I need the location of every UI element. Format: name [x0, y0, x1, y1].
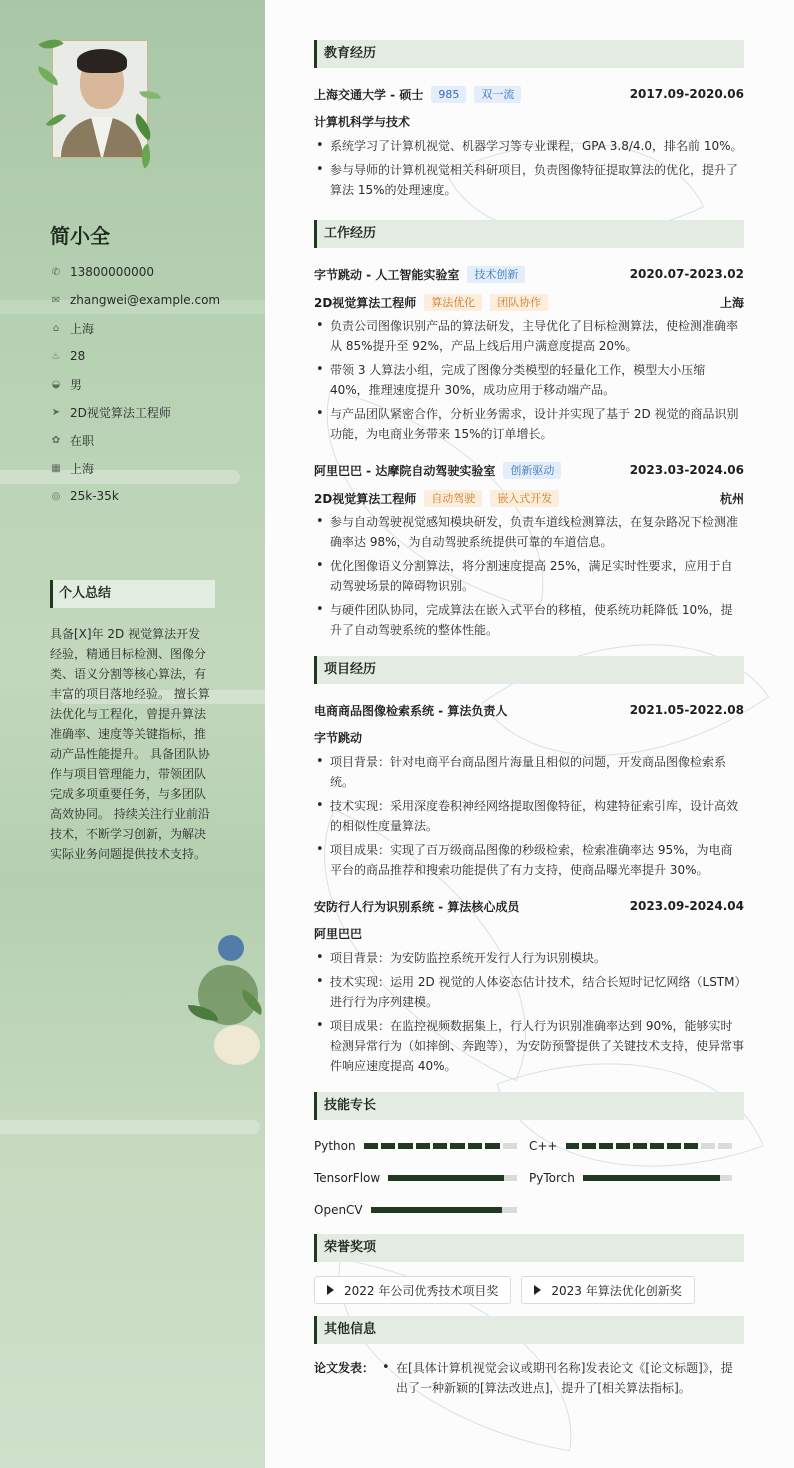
education-bullets [314, 136, 744, 200]
mail-icon: ✉ [51, 294, 61, 306]
profile-name: 简小全 [50, 224, 110, 248]
project-entry [314, 892, 744, 1076]
profile-photo [40, 30, 160, 190]
info-item [50, 258, 250, 286]
info-item [50, 314, 250, 342]
skill-level-segment [468, 1143, 482, 1149]
education-section [314, 40, 744, 200]
skill-level-segment [566, 1143, 580, 1149]
list-item: • 在[具体计算机视觉会议或期刊名称]发表论文《[论文标题]》，提出了一种新颖的[算法改进点]，提升了[相关算法指标]。 [380, 1358, 744, 1398]
list-item: • 项目背景：为安防监控系统开发行人行为识别模块。 [314, 948, 744, 968]
status-icon: ✿ [51, 434, 61, 446]
role-tag: 自动驾驶 [424, 490, 482, 507]
list-item: • 项目成果：实现了百万级商品图像的秒级检索，检索准确率达 95%，为电商平台的商品推荐和搜索功能提供了有力支持，使商品曝光率提升 30%。 [314, 840, 744, 880]
job-date: 2023.03-2024.06 [629, 463, 744, 477]
main-content [265, 0, 794, 1468]
skill-level-segment [718, 1143, 732, 1149]
job-entry [314, 260, 744, 444]
info-item [50, 426, 250, 454]
job-entry [314, 456, 744, 640]
list-item: • 技术实现：采用深度卷积神经网络提取图像特征，构建特征索引库，设计高效的相似性度量算法。 [314, 796, 744, 836]
company-tag: 创新驱动 [503, 462, 561, 479]
project-name: 安防行人行为识别系统 - 算法核心成员 [314, 899, 520, 914]
skill-level-bar [388, 1175, 517, 1181]
play-icon [534, 1285, 541, 1295]
skill-level-segment [616, 1143, 630, 1149]
avatar [52, 40, 148, 158]
job-city: 杭州 [719, 491, 744, 506]
education-title: 教育经历 [314, 40, 744, 68]
award-item [314, 1276, 511, 1304]
school-name: 上海交通大学 - 硕士 [314, 87, 424, 102]
honors-section [314, 1234, 744, 1316]
work-title: 工作经历 [314, 220, 744, 248]
info-item [50, 286, 250, 314]
gender-icon: ◒ [51, 378, 61, 390]
skill-level-segment [633, 1143, 647, 1149]
info-text: 2D视觉算法工程师 [70, 405, 171, 420]
list-item: • 技术实现：运用 2D 视觉的人体姿态估计技术，结合长短时记忆网络（LSTM）进行行为序列建模。 [314, 972, 744, 1012]
skill-name: OpenCV [314, 1203, 363, 1217]
job-bullets [314, 316, 744, 444]
skill-level-segment [416, 1143, 430, 1149]
contact-info-list [50, 258, 250, 510]
skill-name: PyTorch [529, 1171, 575, 1185]
background-streak [0, 1120, 260, 1134]
role-tag: 团队协作 [490, 294, 548, 311]
school-tag: 985 [431, 86, 466, 103]
projects-section [314, 656, 744, 1076]
skill-item [529, 1130, 744, 1162]
skills-section [314, 1092, 744, 1226]
flower-decoration [178, 925, 265, 1085]
list-item: • 系统学习了计算机视觉、机器学习等专业课程，GPA 3.8/4.0，排名前 10%。 [314, 136, 744, 156]
skill-item [314, 1162, 529, 1194]
honors-title: 荣誉奖项 [314, 1234, 744, 1262]
skill-level-segment [433, 1143, 447, 1149]
resume-body [314, 40, 744, 1402]
skill-level-segment [503, 1143, 517, 1149]
major: 计算机科学与技术 [314, 115, 411, 129]
job-date: 2020.07-2023.02 [629, 267, 744, 281]
company-name: 阿里巴巴 - 达摩院自动驾驶实验室 [314, 463, 496, 478]
sidebar [0, 0, 265, 1468]
summary-text: 具备[X]年 2D 视觉算法开发经验，精通目标检测、图像分类、语义分割等核心算法，有丰富的项目落地经验。 擅长算法优化与工程化，曾提升算法准确率、速度等关键指标，推动产品性能提升。 具备团队协作与项目管理能力，带领团队完成多项重要任务，与多团队高效协同。 持续关注行业前沿技术，不断学习创新，为解决实际业务问题提供技术支持。 [50, 627, 210, 861]
skill-level-segment [684, 1143, 698, 1149]
list-item: • 参与自动驾驶视觉感知模块研发，负责车道线检测算法，在复杂路况下检测准确率达 98%，为自动驾驶系统提供可靠的车道信息。 [314, 512, 744, 552]
skill-level-fill [388, 1175, 504, 1181]
home-icon: ⌂ [52, 322, 60, 334]
skill-name: Python [314, 1139, 356, 1153]
project-org: 字节跳动 [314, 731, 363, 745]
skill-level-bar [566, 1143, 733, 1149]
skills-list [314, 1130, 744, 1226]
info-item [50, 482, 250, 510]
project-bullets [314, 948, 744, 1076]
skill-level-segment [582, 1143, 596, 1149]
salary-icon: ◎ [51, 490, 61, 502]
skill-level-fill [371, 1207, 503, 1213]
education-date: 2017.09-2020.06 [629, 87, 744, 101]
info-text: 在职 [70, 433, 95, 448]
other-title: 其他信息 [314, 1316, 744, 1344]
award-item [521, 1276, 694, 1304]
skill-level-bar [364, 1143, 517, 1149]
skill-level-bar [371, 1207, 517, 1213]
info-item [50, 454, 250, 482]
skill-level-segment [450, 1143, 464, 1149]
summary-title: 个人总结 [50, 580, 215, 608]
role-tag: 算法优化 [424, 294, 482, 311]
info-text: 上海 [70, 321, 95, 336]
list-item: • 参与导师的计算机视觉相关科研项目，负责图像特征提取算法的优化，提升了算法 15%的处理速度。 [314, 160, 744, 200]
list-item: • 优化图像语义分割算法，将分割速度提高 25%，满足实时性要求，应用于自动驾驶场景的障碍物识别。 [314, 556, 744, 596]
info-text: 13800000000 [70, 265, 154, 279]
role-tag: 嵌入式开发 [490, 490, 559, 507]
job-bullets [314, 512, 744, 640]
play-icon [327, 1285, 334, 1295]
info-item [50, 398, 250, 426]
skill-item [529, 1162, 744, 1194]
skill-item [314, 1194, 529, 1226]
other-section [314, 1316, 744, 1402]
company-tag: 技术创新 [467, 266, 525, 283]
work-section [314, 220, 744, 640]
job-city: 上海 [719, 295, 744, 310]
skill-level-segment [650, 1143, 664, 1149]
skill-level-segment [364, 1143, 378, 1149]
info-text: 28 [70, 349, 86, 363]
school-tag: 双一流 [474, 86, 521, 103]
info-text: 男 [70, 377, 83, 392]
info-text: 上海 [70, 461, 95, 476]
skill-item [314, 1130, 529, 1162]
list-item: • 带领 3 人算法小组，完成了图像分类模型的轻量化工作，模型大小压缩 40%，推理速度提升 30%，成功应用于移动端产品。 [314, 360, 744, 400]
project-bullets [314, 752, 744, 880]
job-role: 2D视觉算法工程师 [314, 491, 417, 506]
list-item: • 项目成果：在监控视频数据集上，行人行为识别准确率达到 90%，能够实时检测异常行为（如摔倒、奔跑等），为安防预警提供了关键技术支持，使异常事件响应速度提高 40%。 [314, 1016, 744, 1076]
skill-level-segment [701, 1143, 715, 1149]
info-text: 25k-35k [70, 489, 119, 503]
skill-level-segment [667, 1143, 681, 1149]
cake-icon: ♨ [51, 350, 61, 362]
skills-title: 技能专长 [314, 1092, 744, 1120]
list-item: • 与硬件团队协同，完成算法在嵌入式平台的移植，使系统功耗降低 10%，提升了自动驾驶系统的整体性能。 [314, 600, 744, 640]
company-name: 字节跳动 - 人工智能实验室 [314, 267, 460, 282]
skill-level-segment [398, 1143, 412, 1149]
projects-title: 项目经历 [314, 656, 744, 684]
job-role: 2D视觉算法工程师 [314, 295, 417, 310]
skill-level-bar [583, 1175, 732, 1181]
skill-level-segment [485, 1143, 499, 1149]
project-org: 阿里巴巴 [314, 927, 363, 941]
project-entry [314, 696, 744, 880]
list-item: • 负责公司图像识别产品的算法研发，主导优化了目标检测算法，使检测准确率从 85%提升至 92%，产品上线后用户满意度提高 20%。 [314, 316, 744, 356]
skill-name: TensorFlow [314, 1171, 381, 1185]
skill-level-segment [381, 1143, 395, 1149]
other-label: 论文发表： [314, 1361, 375, 1375]
project-name: 电商商品图像检索系统 - 算法负责人 [314, 703, 508, 718]
skill-name: C++ [529, 1139, 558, 1153]
info-item [50, 370, 250, 398]
project-date: 2023.09-2024.04 [629, 899, 744, 913]
skill-level-segment [599, 1143, 613, 1149]
phone-icon: ✆ [51, 266, 61, 278]
awards-list [314, 1262, 744, 1316]
skill-level-fill [583, 1175, 720, 1181]
list-item: • 项目背景：针对电商平台商品图片海量且相似的问题，开发商品图像检索系统。 [314, 752, 744, 792]
building-icon: ▦ [51, 462, 61, 474]
info-text: zhangwei@example.com [70, 293, 221, 307]
award-label: 2023 年算法优化创新奖 [551, 1283, 682, 1298]
info-item [50, 342, 250, 370]
send-icon: ➤ [51, 406, 61, 418]
list-item: • 与产品团队紧密合作，分析业务需求，设计并实现了基于 2D 视觉的商品识别功能，为电商业务带来 15%的订单增长。 [314, 404, 744, 444]
award-label: 2022 年公司优秀技术项目奖 [344, 1283, 499, 1298]
project-date: 2021.05-2022.08 [629, 703, 744, 717]
